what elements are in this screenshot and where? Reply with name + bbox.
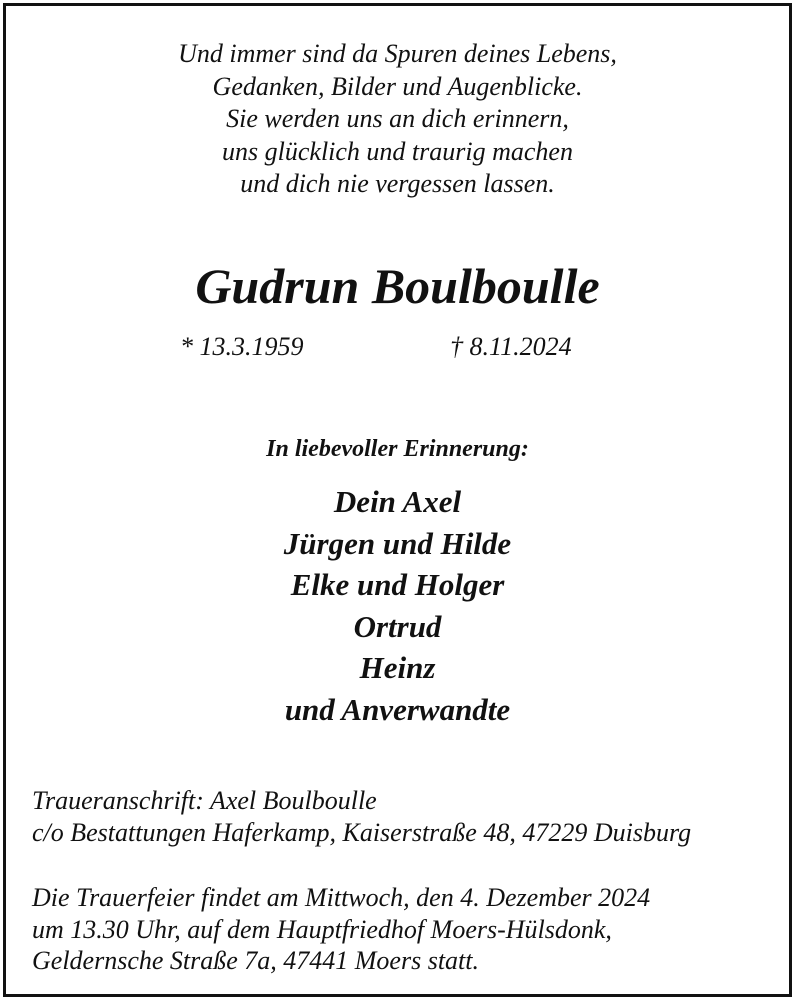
mourner-name: Jürgen und Hilde: [283, 525, 512, 561]
mourner-name: Heinz: [359, 650, 436, 686]
ceremony-line: Geldernsche Straße 7a, 47441 Moers statt.: [32, 946, 480, 975]
poem-line: Und immer sind da Spuren deines Lebens,: [178, 39, 617, 68]
poem-line: uns glücklich und traurig machen: [222, 136, 573, 166]
poem-line: Gedanken, Bilder und Augenblicke.: [212, 71, 583, 101]
memorial-poem: [0, 38, 795, 201]
address-line: Traueranschrift: Axel Boulboulle: [32, 786, 377, 815]
mourners-list: [0, 481, 795, 731]
ceremony-line: Die Trauerfeier findet am Mittwoch, den 4. Dezember 2024: [32, 883, 651, 912]
poem-line: und dich nie vergessen lassen.: [240, 169, 555, 198]
memory-heading: In liebevoller Erinnerung:: [266, 436, 529, 462]
deceased-name: Gudrun Boulboulle: [195, 258, 600, 314]
funeral-ceremony-info: [32, 882, 650, 977]
address-line: c/o Bestattungen Haferkamp, Kaiserstraße 48, 47229 Duisburg: [32, 818, 692, 847]
ceremony-line: um 13.30 Uhr, auf dem Hauptfriedhof Moers-Hülsdonk,: [32, 914, 612, 944]
mourner-name: Dein Axel: [333, 484, 462, 519]
mourner-name: Ortrud: [353, 608, 442, 644]
birth-date: * 13.3.1959: [180, 332, 304, 361]
mourner-name: Elke und Holger: [290, 567, 505, 603]
poem-line: Sie werden uns an dich erinnern,: [226, 104, 569, 133]
death-date: † 8.11.2024: [450, 332, 572, 361]
mourning-address: [32, 785, 691, 849]
mourner-name: und Anverwandte: [284, 691, 511, 727]
